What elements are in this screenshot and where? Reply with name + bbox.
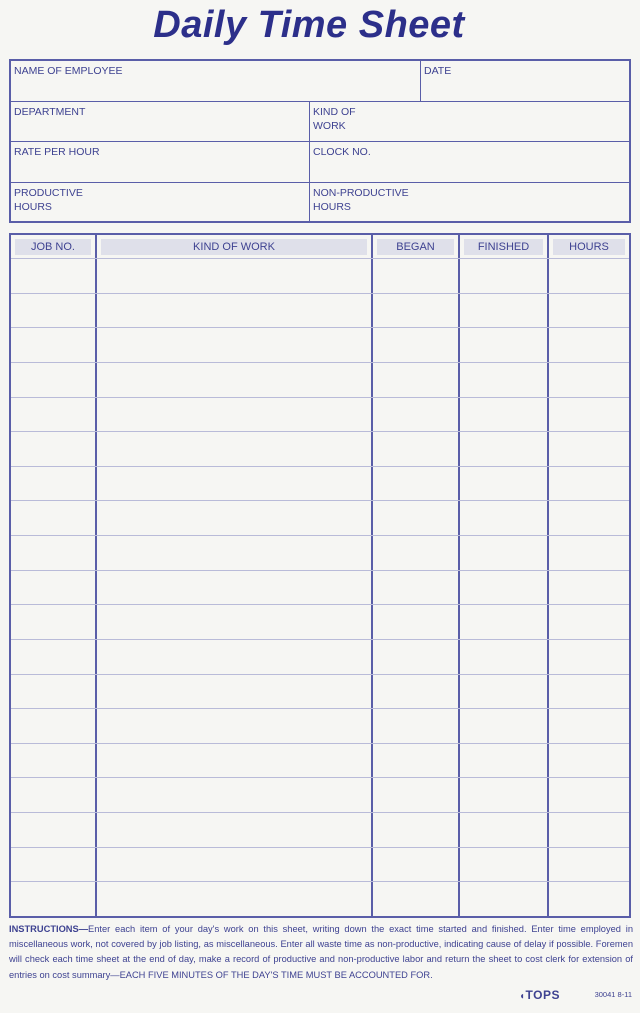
header-row-rate bbox=[11, 142, 629, 183]
name-of-employee-field[interactable] bbox=[11, 61, 420, 101]
entry-row-line bbox=[11, 777, 629, 778]
column-hours bbox=[547, 235, 629, 916]
entry-row-line bbox=[11, 674, 629, 675]
date-label: DATE bbox=[424, 65, 452, 77]
time-entries-table bbox=[9, 233, 631, 918]
non-productive-hours-field[interactable] bbox=[309, 183, 629, 223]
department-field[interactable] bbox=[11, 102, 309, 141]
kind-of-work-field[interactable] bbox=[309, 102, 629, 141]
employee-info-section bbox=[9, 59, 631, 223]
date-field[interactable] bbox=[420, 61, 629, 101]
brand-name: TOPS bbox=[525, 988, 560, 1002]
column-kind-of-work bbox=[95, 235, 371, 916]
entry-row-line bbox=[11, 327, 629, 328]
entry-row-line bbox=[11, 258, 629, 259]
entry-row-line bbox=[11, 431, 629, 432]
non-productive-hours-label: NON-PRODUCTIVE HOURS bbox=[313, 187, 409, 213]
entry-row-line bbox=[11, 639, 629, 640]
header-row-hours bbox=[11, 183, 629, 223]
entry-row-line bbox=[11, 881, 629, 882]
productive-hours-field[interactable] bbox=[11, 183, 309, 223]
tops-logo bbox=[519, 988, 560, 1002]
entry-row-line bbox=[11, 743, 629, 744]
department-label: DEPARTMENT bbox=[14, 106, 86, 118]
entry-row-line bbox=[11, 362, 629, 363]
entry-row-line bbox=[11, 535, 629, 536]
name-of-employee-label: NAME OF EMPLOYEE bbox=[14, 65, 123, 77]
rate-per-hour-field[interactable] bbox=[11, 142, 309, 182]
column-began bbox=[371, 235, 458, 916]
form-number: 30041 8-11 bbox=[594, 990, 632, 999]
entry-row-line bbox=[11, 812, 629, 813]
column-header-kind-of-work: KIND OF WORK bbox=[101, 239, 367, 255]
column-header-job-no: JOB NO. bbox=[15, 239, 91, 255]
rate-per-hour-label: RATE PER HOUR bbox=[14, 146, 100, 158]
kind-of-work-label: KIND OF WORK bbox=[313, 106, 356, 132]
instructions-text bbox=[9, 922, 633, 983]
column-job-no bbox=[11, 235, 95, 916]
entry-row-line bbox=[11, 397, 629, 398]
form-title: Daily Time Sheet bbox=[153, 4, 465, 46]
header-row-department bbox=[11, 102, 629, 142]
clock-no-field[interactable] bbox=[309, 142, 629, 182]
column-finished bbox=[458, 235, 547, 916]
entry-row-line bbox=[11, 604, 629, 605]
instructions-body: Enter each item of your day's work on this sheet, writing down the exact time started and finished. Enter time employed in miscellaneous work, not covered by job listing, as miscellaneous. Enter all waste time as non-productive, indicating cause of delay if possible. Foremen will check each time sheet at the end of day, make a record of productive and non-productive labor and return the sheet to cost clerk for extension of entries on cost summary—EACH FIVE MINUTES OF THE DAY'S TIME MUST BE ACCOUNTED FOR. bbox=[9, 924, 633, 980]
entry-row-line bbox=[11, 570, 629, 571]
entry-row-line bbox=[11, 708, 629, 709]
productive-hours-label: PRODUCTIVE HOURS bbox=[14, 187, 83, 213]
instructions-heading: INSTRUCTIONS— bbox=[9, 924, 89, 934]
entry-row-line bbox=[11, 500, 629, 501]
header-row-employee bbox=[11, 61, 629, 102]
entry-row-line bbox=[11, 847, 629, 848]
column-header-hours: HOURS bbox=[553, 239, 625, 255]
entry-row-line bbox=[11, 293, 629, 294]
clock-no-label: CLOCK NO. bbox=[313, 146, 371, 158]
entry-row-line bbox=[11, 466, 629, 467]
brand-mark-icon: ◖ bbox=[518, 991, 526, 1002]
column-header-finished: FINISHED bbox=[464, 239, 543, 255]
column-header-began: BEGAN bbox=[377, 239, 454, 255]
